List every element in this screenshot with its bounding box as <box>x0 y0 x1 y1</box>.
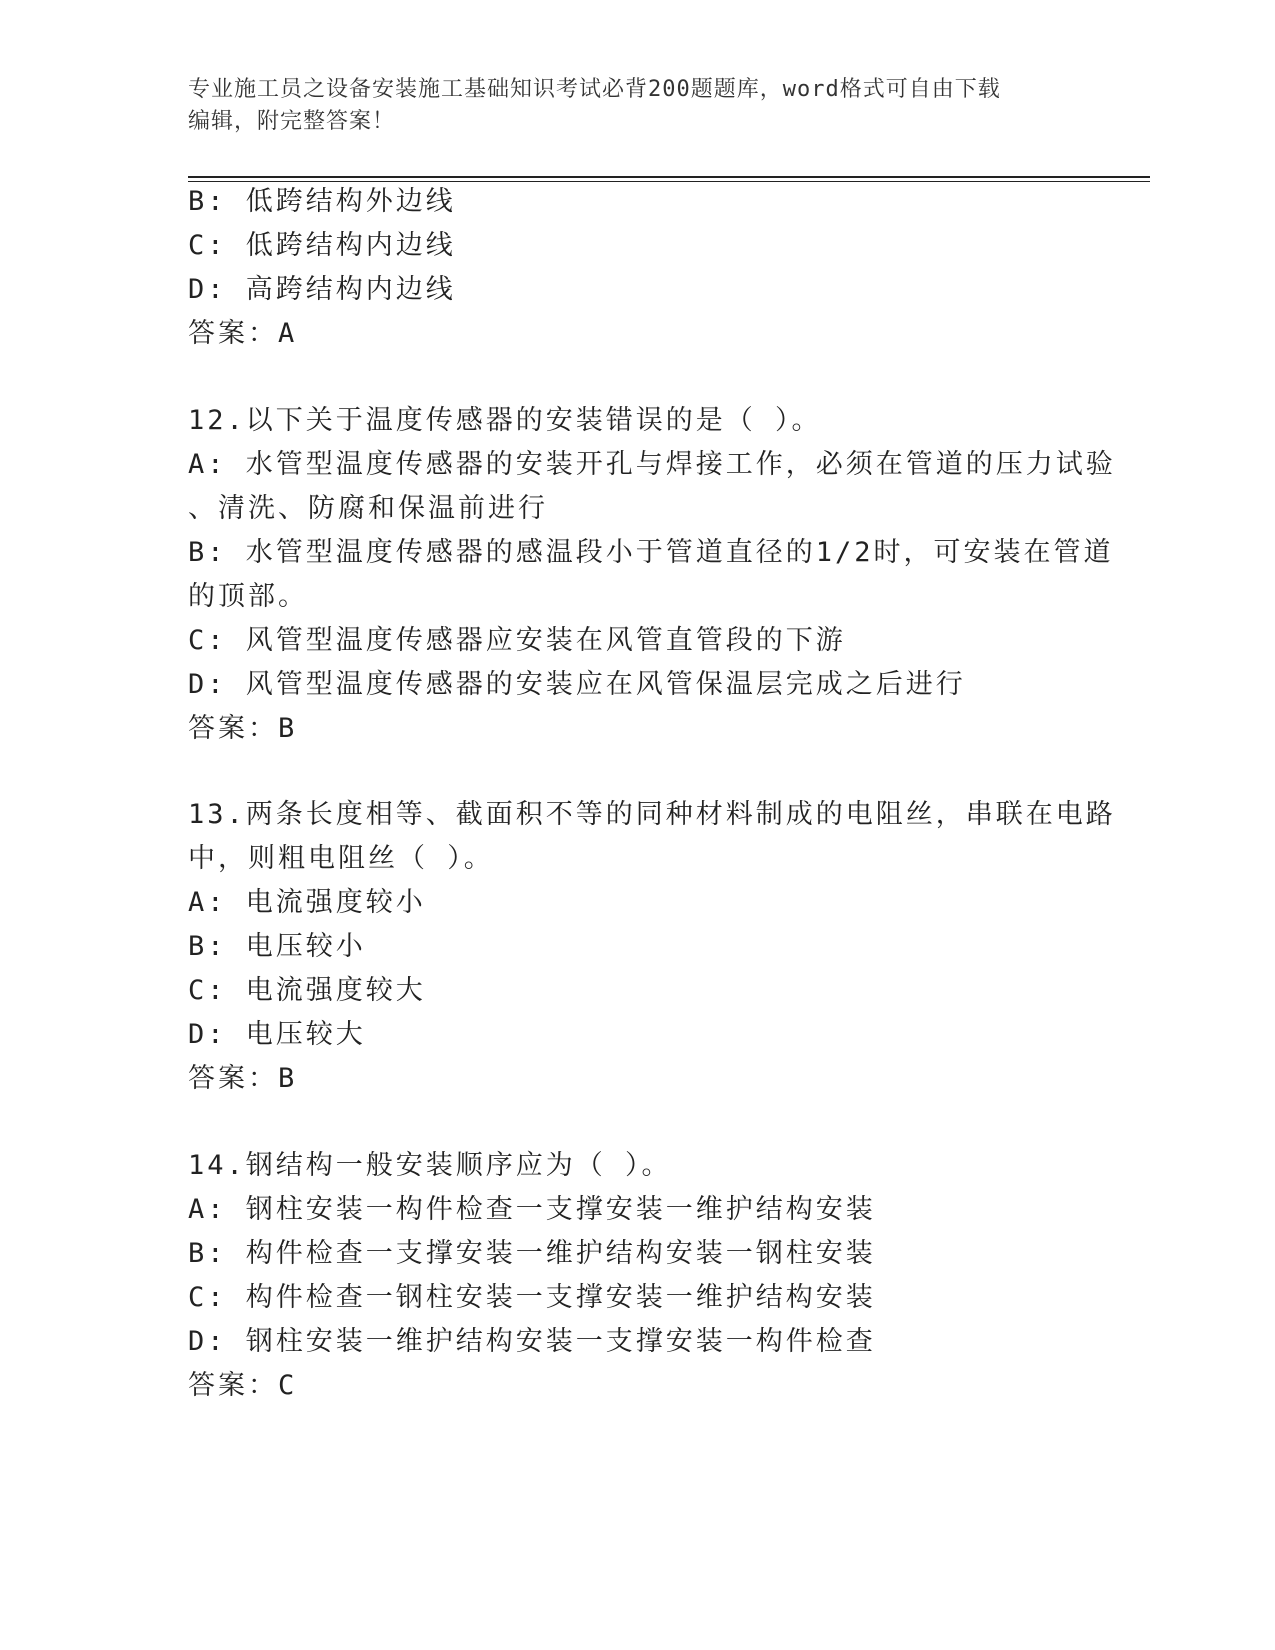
q11-answer: 答案：A <box>188 318 298 349</box>
q12-option-b-line-2: 的顶部。 <box>188 581 308 612</box>
q13-option-c: C: 电流强度较大 <box>188 975 426 1006</box>
q12-option-a-line-1: A: 水管型温度传感器的安装开孔与焊接工作，必须在管道的压力试验 <box>188 449 1116 480</box>
q14-option-d: D: 钢柱安装一维护结构安装一支撑安装一构件检查 <box>188 1326 876 1357</box>
q12-option-c: C: 风管型温度传感器应安装在风管直管段的下游 <box>188 625 846 656</box>
q14-option-a: A: 钢柱安装一构件检查一支撑安装一维护结构安装 <box>188 1194 876 1225</box>
q13-option-d: D: 电压较大 <box>188 1019 366 1050</box>
header-title-line-1: 专业施工员之设备安装施工基础知识考试必背200题题库，word格式可自由下载 <box>188 77 1001 102</box>
q11-option-b: B: 低跨结构外边线 <box>188 186 456 217</box>
q12-question: 12.以下关于温度传感器的安装错误的是（ ）。 <box>188 405 822 436</box>
q12-option-b-line-1: B: 水管型温度传感器的感温段小于管道直径的1/2时，可安装在管道 <box>188 537 1114 568</box>
header-divider-thick <box>188 176 1150 178</box>
q13-option-b: B: 电压较小 <box>188 931 366 962</box>
q14-question: 14.钢结构一般安装顺序应为（ ）。 <box>188 1150 672 1181</box>
q13-option-a: A: 电流强度较小 <box>188 887 426 918</box>
header-title-line-2: 编辑，附完整答案！ <box>188 109 396 134</box>
q14-option-c: C: 构件检查一钢柱安装一支撑安装一维护结构安装 <box>188 1282 876 1313</box>
q11-option-d: D: 高跨结构内边线 <box>188 274 456 305</box>
q13-question-line-2: 中，则粗电阻丝（ ）。 <box>188 843 494 874</box>
page-header <box>188 74 1068 138</box>
header-divider-thin <box>188 181 1150 182</box>
q13-answer: 答案：B <box>188 1063 298 1094</box>
q14-answer: 答案：C <box>188 1370 298 1401</box>
q14-option-b: B: 构件检查一支撑安装一维护结构安装一钢柱安装 <box>188 1238 876 1269</box>
q12-option-a-line-2: 、清洗、防腐和保温前进行 <box>188 493 548 524</box>
q12-answer: 答案：B <box>188 713 298 744</box>
q12-option-d: D: 风管型温度传感器的安装应在风管保温层完成之后进行 <box>188 669 966 700</box>
q11-option-c: C: 低跨结构内边线 <box>188 230 456 261</box>
q13-question-line-1: 13.两条长度相等、截面积不等的同种材料制成的电阻丝，串联在电路 <box>188 799 1116 830</box>
